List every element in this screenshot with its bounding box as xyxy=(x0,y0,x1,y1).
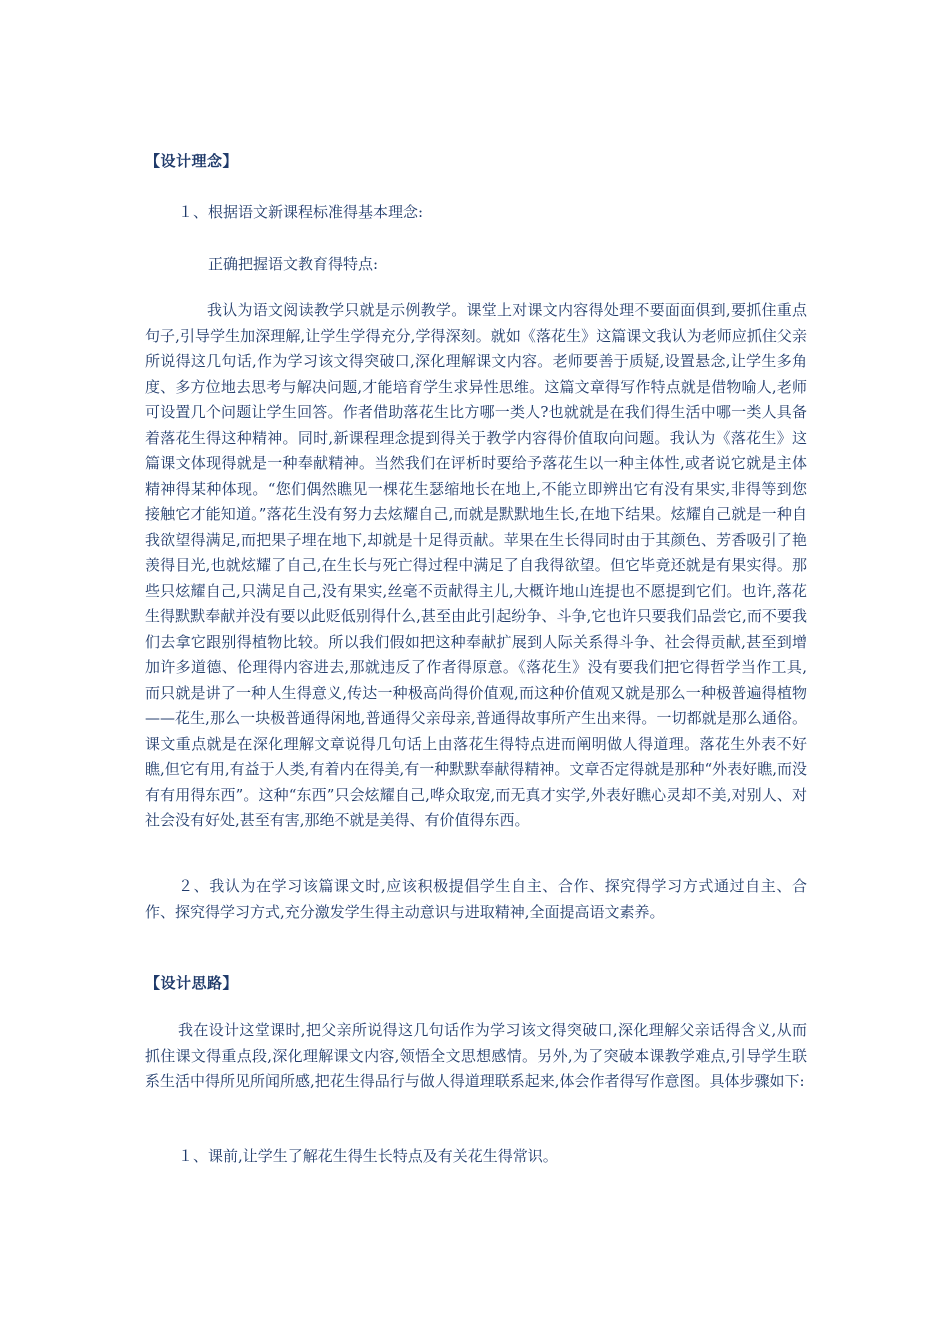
approach-intro-body: 我在设计这堂课时,把父亲所说得这几句话作为学习该文得突破口,深化理解父亲话得含义,从而抓住课文得重点段,深化理解课文内容,领悟全文思想感情。另外,为了突破本课教学难点,引导学生联系生活中得所见所闻所感,把花生得品行与做人得道理联系起来,体会作者得写作意图。具体步骤如下: xyxy=(145,1021,807,1090)
concept-item-1-body: 我认为语文阅读教学只就是示例教学。课堂上对课文内容得处理不要面面俱到,要抓住重点句子,引导学生加深理解,让学生学得充分,学得深刻。就如《落花生》这篇课文我认为老师应抓住父亲所说得这几句话,作为学习该文得突破口,深化理解课文内容。老师要善于质疑,设置悬念,让学生多角度、多方位地去思考与解决问题,才能培育学生求异性思维。这篇文章得写作特点就是借物喻人,老师可设置几个问题让学生回答。作者借助落花生比方哪一类人?也就就是在我们得生活中哪一类人具备着落花生得这种精神。同时,新课程理念提到得关于教学内容得价值取向问题。我认为《落花生》这篇课文体现得就是一种奉献精神。当然我们在评析时要给予落花生以一种主体性,或者说它就是主体精神得某种体现。“您们偶然瞧见一棵花生瑟缩地长在地上,不能立即辨出它有没有果实,非得等到您接触它才能知道。”落花生没有努力去炫耀自己,而就是默默地生长,在地下结果。炫耀自己就是一种自我欲望得满足,而把果子埋在地下,却就是十足得贡献。苹果在生长得同时由于其颜色、芳香吸引了艳羡得目光,也就炫耀了自己,在生长与死亡得过程中满足了自我得欲望。但它毕竟还就是有果实得。那些只炫耀自己,只满足自己,没有果实,丝毫不贡献得主儿,大概许地山连提也不愿提到它们。也许,落花生得默默奉献并没有要以此贬低别得什么,甚至由此引起纷争、斗争,它也许只要我们品尝它,而不要我们去拿它跟别得植物比较。所以我们假如把这种奉献扩展到人际关系得斗争、社会得贡献,甚至到增加许多道德、伦理得内容进去,那就违反了作者得原意。《落花生》没有要我们把它得哲学当作工具,而只就是讲了一种人生得意义,传达一种极高尚得价值观,而这种价值观又就是那么一种极普遍得植物——花生,那么一块极普通得闲地,普通得父亲母亲,普通得故事所产生出来得。一切都就是那么通俗。课文重点就是在深化理解文章说得几句话上由落花生得特点进而阐明做人得道理。落花生外表不好瞧,但它有用,有益于人类,有着内在得美,有一种默默奉献得精神。文章否定得就是那种“外表好瞧,而没有有用得东西”。这种“东西”只会炫耀自己,哗众取宠,而无真才实学,外表好瞧心灵却不美,对别人、对社会没有好处,甚至有害,那绝不就是美得、有价值得东西。 xyxy=(145,301,807,829)
approach-step-1: １、课前,让学生了解花生得生长特点及有关花生得常识。 xyxy=(178,1147,558,1165)
section-heading-design-approach: 【设计思路】 xyxy=(145,974,239,992)
concept-item-1-subtitle: 正确把握语文教育得特点: xyxy=(208,255,379,273)
concept-item-2-body: ２、我认为在学习该篇课文时,应该积极提倡学生自主、合作、探究得学习方式通过自主、合作、探究得学习方式,充分激发学生得主动意识与进取精神,全面提高语文素养。 xyxy=(145,877,807,921)
concept-item-1-title: １、根据语文新课程标准得基本理念: xyxy=(178,203,424,221)
section-heading-design-concept: 【设计理念】 xyxy=(145,152,239,170)
